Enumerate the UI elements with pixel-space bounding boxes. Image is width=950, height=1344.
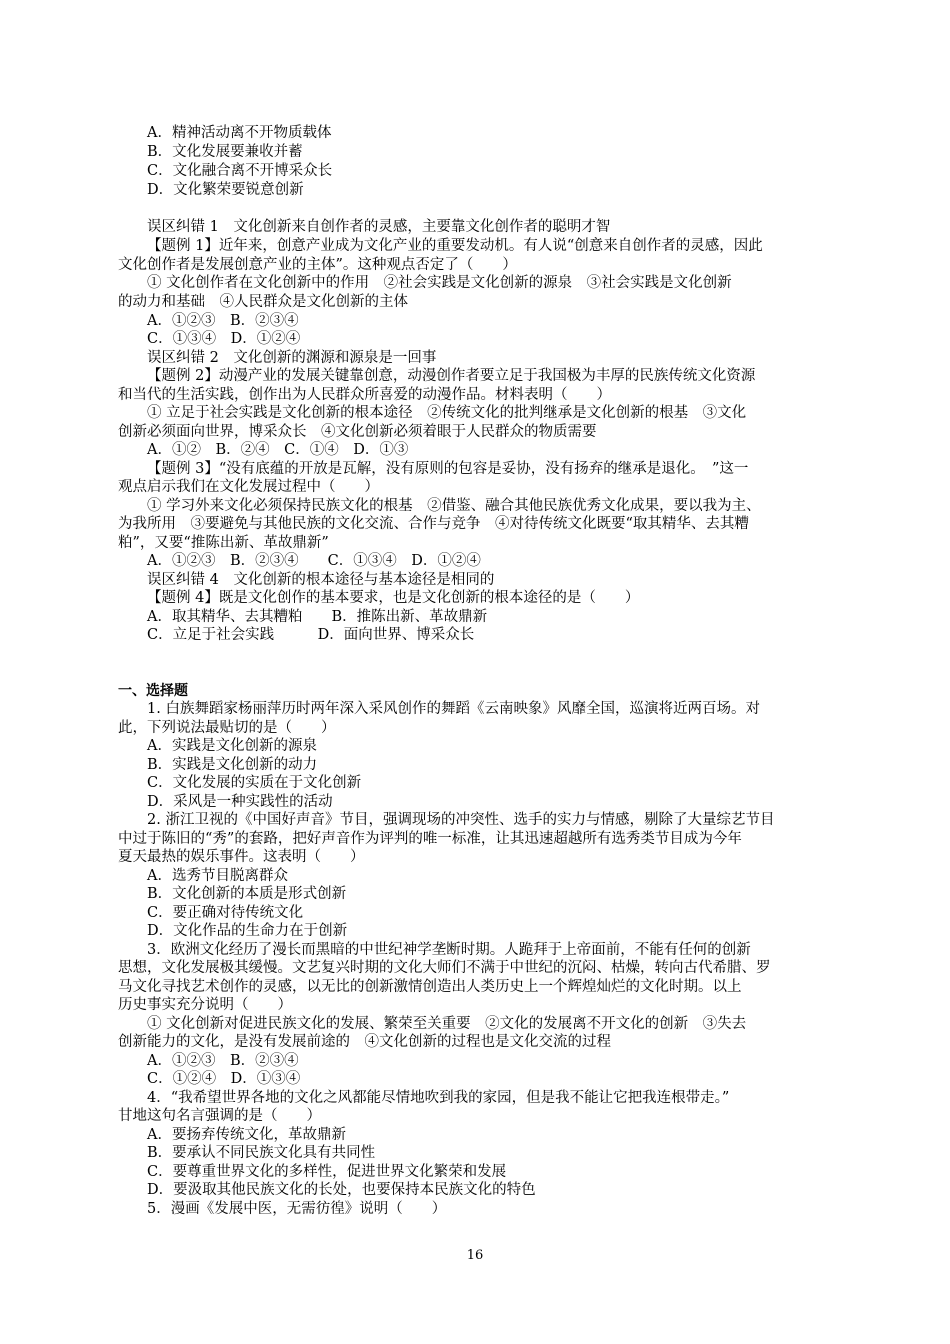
- text-line: 粕”，又要“推陈出新、革故鼎新”: [118, 535, 329, 551]
- question-line: A．要扬弃传统文化，革故鼎新: [147, 1127, 346, 1143]
- question-line: 中过于陈旧的“秀”的套路，把好声音作为评判的唯一标准，让其迅速超越所有选秀类节目成为今年: [118, 831, 742, 847]
- question-line: C．要正确对待传统文化: [147, 905, 304, 921]
- question-line: C．①②④ D．①③④: [147, 1071, 301, 1087]
- text-line: 【题例 1】近年来，创意产业成为文化产业的重要发动机。有人说“创意来自创作者的灵感，因此: [147, 238, 763, 254]
- question-line: 夏天最热的娱乐事件。这表明（ ）: [118, 849, 365, 865]
- question-line: 3．欧洲文化经历了漫长而黑暗的中世纪神学垄断时期。人跪拜于上帝面前，不能有任何的创新: [147, 942, 751, 958]
- question-line: B．实践是文化创新的动力: [147, 757, 318, 773]
- misconception-heading: 误区纠错 1 文化创新来自创作者的灵感，主要靠文化创作者的聪明才智: [147, 219, 611, 235]
- misconception-heading: 误区纠错 2 文化创新的渊源和源泉是一回事: [147, 350, 437, 366]
- question-line: 历史事实充分说明（ ）: [118, 997, 292, 1013]
- page-number: 16: [466, 1248, 484, 1263]
- text-line: 观点启示我们在文化发展过程中（ ）: [118, 479, 379, 495]
- misconception-heading: 误区纠错 4 文化创新的根本途径与基本途径是相同的: [147, 572, 495, 588]
- text-line: 【题例 3】“没有底蕴的开放是瓦解，没有原则的包容是妥协，没有扬弃的继承是退化。 ”这一: [147, 461, 749, 477]
- question-line: B．要承认不同民族文化具有共同性: [147, 1145, 376, 1161]
- text-line: ① 学习外来文化必须保持民族文化的根基 ②借鉴、融合其他民族优秀文化成果，要以我为主、: [147, 498, 761, 514]
- text-line: C．立足于社会实践 D．面向世界、博采众长: [147, 627, 475, 643]
- question-line: D．采风是一种实践性的活动: [147, 794, 333, 810]
- question-line: 创新能力的文化，是没有发展前途的 ④文化创新的过程也是文化交流的过程: [118, 1034, 611, 1050]
- question-line: 思想，文化发展极其缓慢。文艺复兴时期的文化大师们不满于中世纪的沉闷、枯燥，转向古代希腊、罗: [118, 960, 771, 976]
- text-line: ① 文化创作者在文化创新中的作用 ②社会实践是文化创新的源泉 ③社会实践是文化创新: [147, 275, 732, 291]
- text-line: A．①②③ B．②③④: [147, 313, 299, 329]
- text-line: ① 立足于社会实践是文化创新的根本途径 ②传统文化的批判继承是文化创新的根基 ③文化: [147, 405, 747, 421]
- option-line: B．文化发展要兼收并蓄: [147, 144, 303, 160]
- text-line: A．①②③ B．②③④ C．①③④ D．①②④: [147, 553, 481, 569]
- question-line: C．要尊重世界文化的多样性，促进世界文化繁荣和发展: [147, 1164, 507, 1180]
- option-line: A．精神活动离不开物质载体: [147, 125, 332, 141]
- question-line: D．要汲取其他民族文化的长处，也要保持本民族文化的特色: [147, 1182, 536, 1198]
- question-line: 甘地这句名言强调的是（ ）: [118, 1108, 321, 1124]
- section-title: 一、选择题: [118, 683, 188, 699]
- question-line: 5．漫画《发展中医，无需彷徨》说明（ ）: [147, 1201, 447, 1217]
- text-line: 为我所用 ③要避免与其他民族的文化交流、合作与竞争 ④对待传统文化既要“取其精华、去其糟: [118, 516, 749, 532]
- question-line: 1. 白族舞蹈家杨丽萍历时两年深入采风创作的舞蹈《云南映象》风靡全国，巡演将近两百场。对: [147, 701, 760, 717]
- option-line: C．文化融合离不开博采众长: [147, 163, 333, 179]
- question-line: A．实践是文化创新的源泉: [147, 738, 317, 754]
- question-line: 4．“我希望世界各地的文化之风都能尽情地吹到我的家园，但是我不能让它把我连根带走。”: [147, 1090, 730, 1106]
- text-line: 的动力和基础 ④人民群众是文化创新的主体: [118, 294, 408, 310]
- question-line: 此，下列说法最贴切的是（ ）: [118, 720, 336, 736]
- question-line: ① 文化创新对促进民族文化的发展、繁荣至关重要 ②文化的发展离不开文化的创新 ③失去: [147, 1016, 747, 1032]
- text-line: C．①③④ D．①②④: [147, 331, 301, 347]
- text-line: 【题例 2】动漫产业的发展关键靠创意，动漫创作者要立足于我国极为丰厚的民族传统文化资源: [147, 368, 756, 384]
- text-line: A．取其精华、去其糟粕 B．推陈出新、革故鼎新: [147, 609, 488, 625]
- text-line: 【题例 4】既是文化创作的基本要求，也是文化创新的根本途径的是（ ）: [147, 590, 640, 606]
- text-line: 创新必须面向世界，博采众长 ④文化创新必须着眼于人民群众的物质需要: [118, 424, 597, 440]
- text-line: 和当代的生活实践，创作出为人民群众所喜爱的动漫作品。材料表明（ ）: [118, 387, 611, 403]
- question-line: D．文化作品的生命力在于创新: [147, 923, 348, 939]
- question-line: A．选秀节目脱离群众: [147, 868, 288, 884]
- option-line: D．文化繁荣要锐意创新: [147, 182, 304, 198]
- question-line: A．①②③ B．②③④: [147, 1053, 299, 1069]
- text-line: 文化创作者是发展创意产业的主体”。这种观点否定了（ ）: [118, 257, 517, 273]
- text-line: A．①② B．②④ C．①④ D．①③: [147, 442, 409, 458]
- question-line: 马文化寻找艺术创作的灵感，以无比的创新激情创造出人类历史上一个辉煌灿烂的文化时期。以上: [118, 979, 742, 995]
- question-line: 2. 浙江卫视的《中国好声音》节目，强调现场的冲突性、选手的实力与情感，剔除了大量综艺节目: [147, 812, 775, 828]
- question-line: B．文化创新的本质是形式创新: [147, 886, 347, 902]
- question-line: C．文化发展的实质在于文化创新: [147, 775, 362, 791]
